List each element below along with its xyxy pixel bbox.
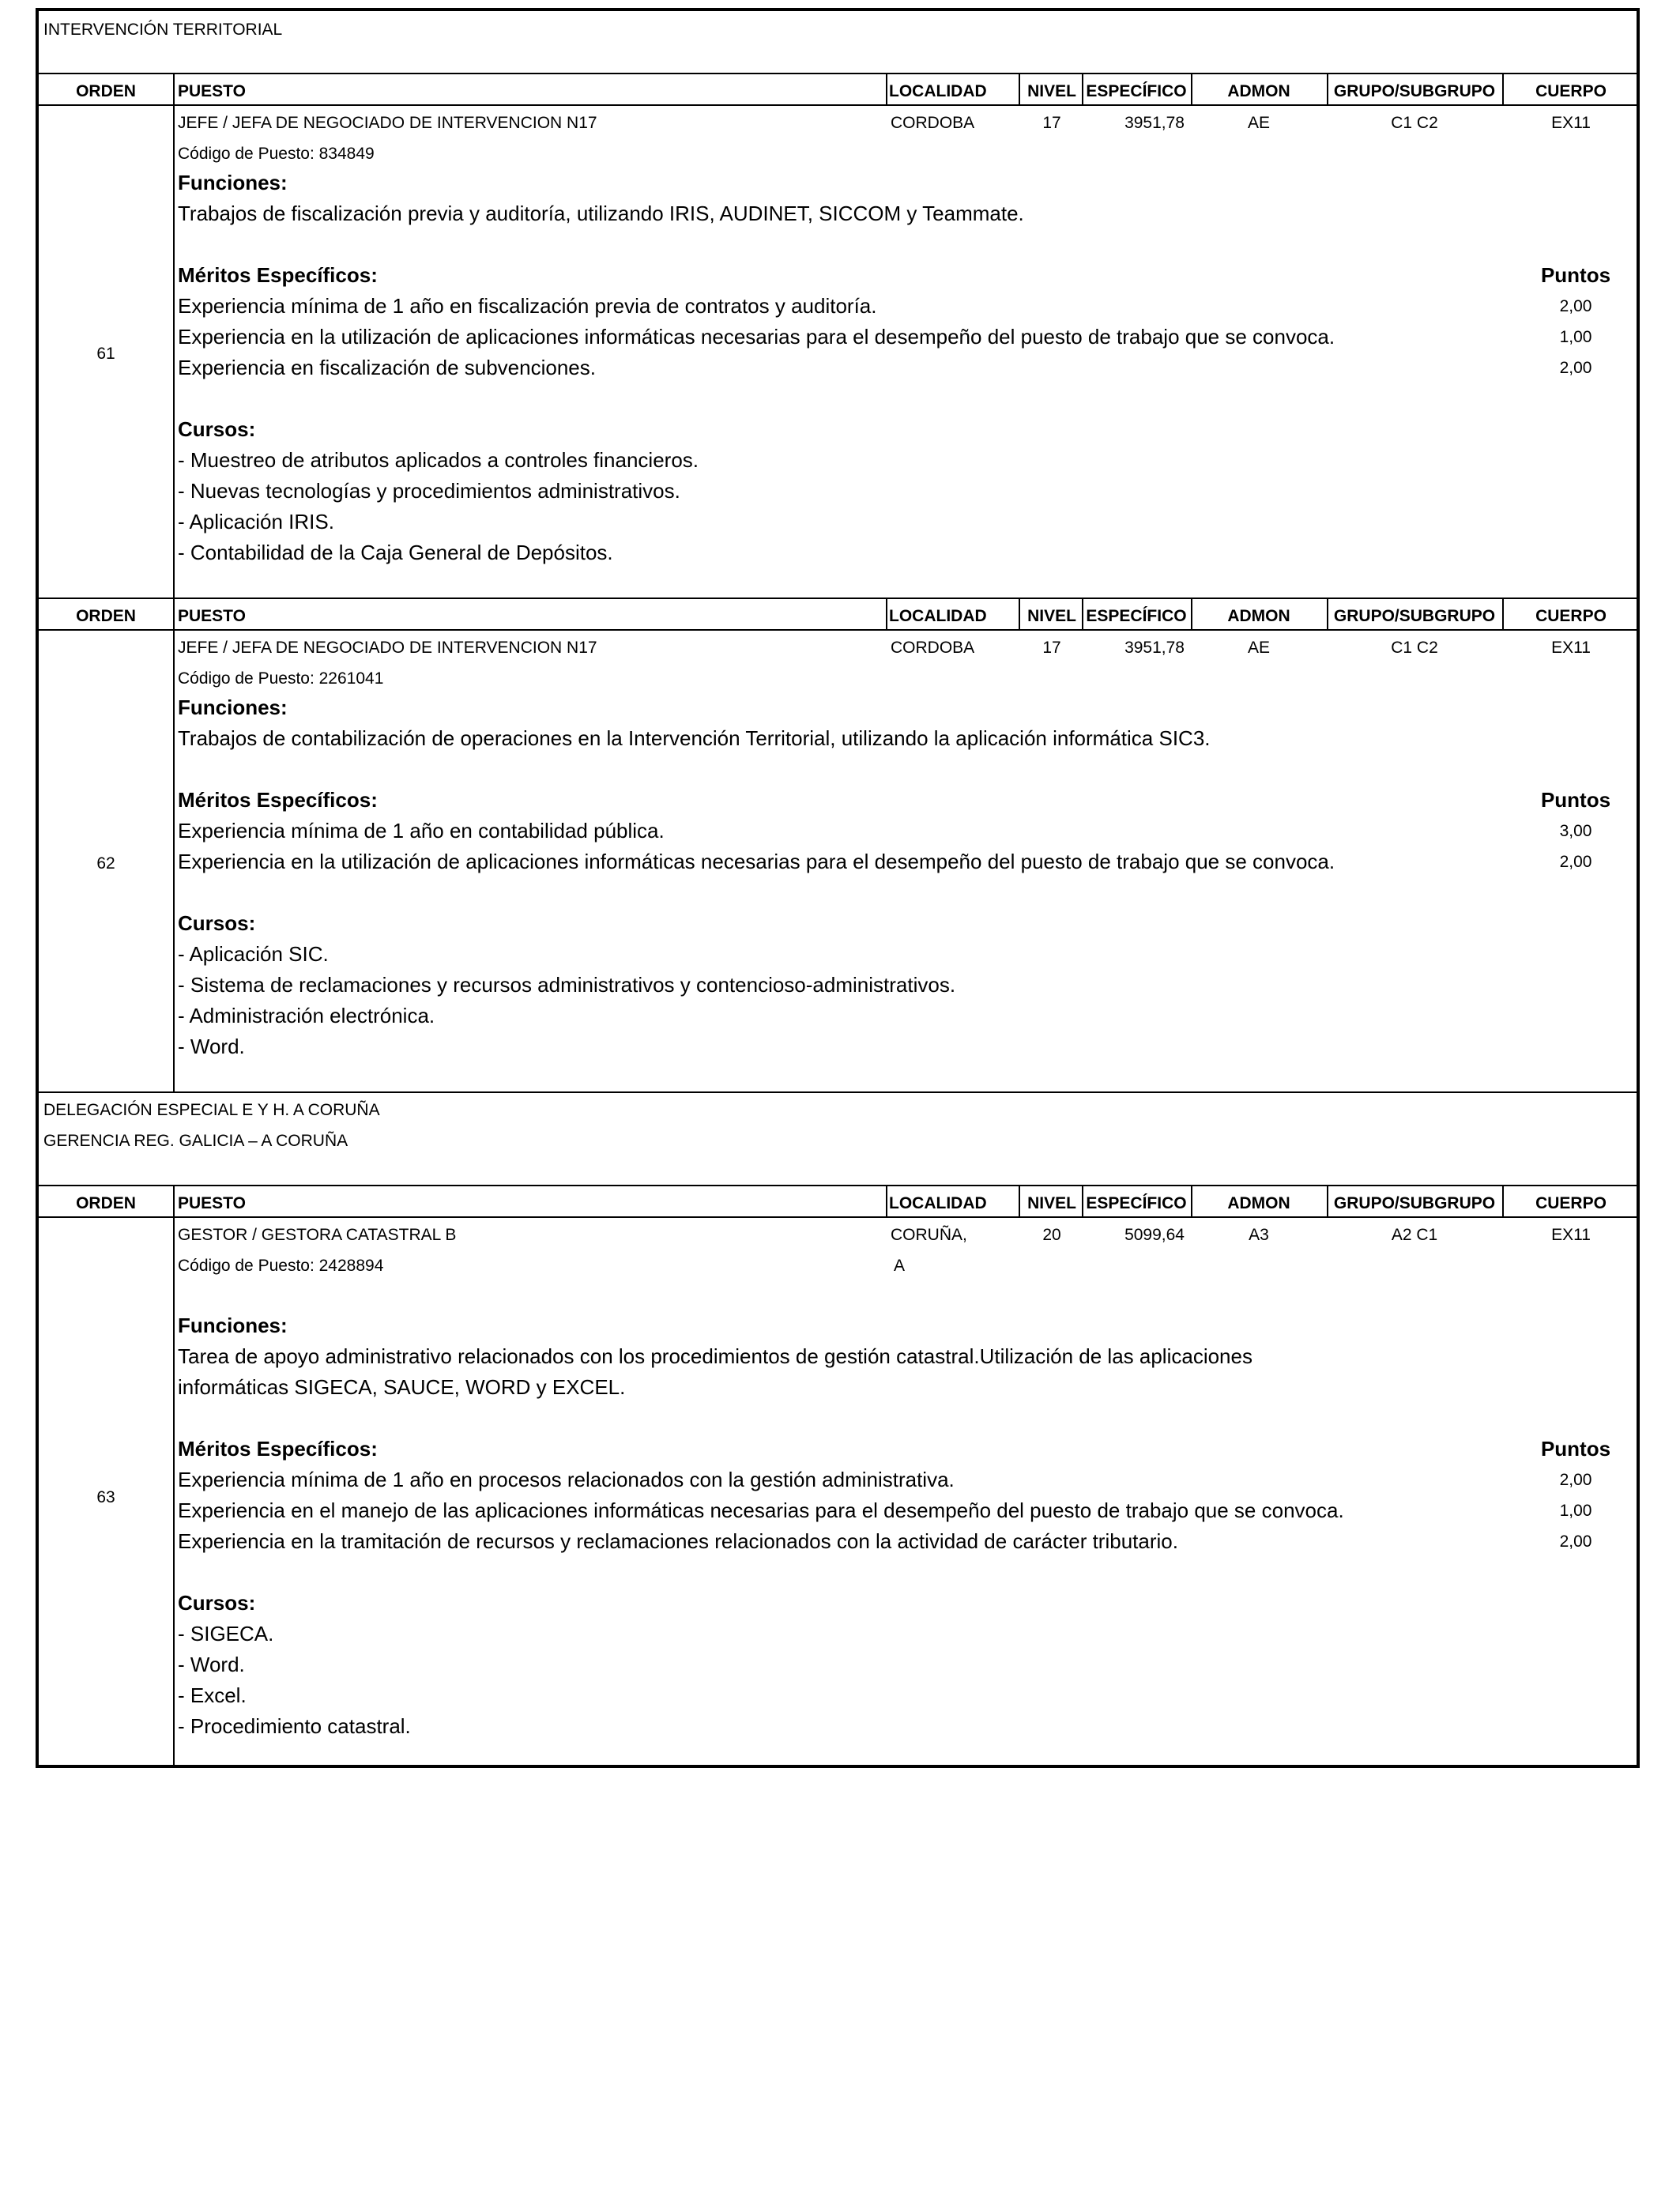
- meritos-label: Méritos Específicos:: [178, 788, 378, 812]
- curso-item: - Word.: [178, 1035, 245, 1058]
- entry-orden: 63: [96, 1488, 115, 1506]
- header-orden: ORDEN: [76, 607, 136, 625]
- section-subtitle: GERENCIA REG. GALICIA – A CORUÑA: [43, 1132, 348, 1150]
- divider: [1327, 598, 1328, 629]
- divider: [1019, 598, 1020, 629]
- header-admon: ADMON: [1227, 82, 1290, 100]
- funciones-text: Trabajos de fiscalización previa y auditoría, utilizando IRIS, AUDINET, SICCOM y Teammate.: [178, 202, 1024, 225]
- divider: [1191, 598, 1192, 629]
- header-admon: ADMON: [1227, 1194, 1290, 1212]
- entry-puesto: GESTOR / GESTORA CATASTRAL B: [178, 1226, 457, 1244]
- divider: [39, 1185, 1637, 1186]
- cursos-label: Cursos:: [178, 911, 256, 935]
- divider: [173, 598, 175, 1091]
- header-puesto: PUESTO: [178, 1194, 246, 1212]
- entry-admon: AE: [1247, 639, 1270, 657]
- curso-item: - Muestreo de atributos aplicados a controles financieros.: [178, 448, 699, 472]
- divider: [39, 1091, 1637, 1093]
- divider: [1327, 73, 1328, 104]
- header-orden: ORDEN: [76, 1194, 136, 1212]
- entry-localidad: CORDOBA: [891, 114, 975, 132]
- divider: [39, 104, 1637, 106]
- merito-text: Experiencia en la tramitación de recursos y reclamaciones relacionados con la actividad de carácter tributario.: [178, 1529, 1178, 1553]
- divider: [886, 1185, 887, 1216]
- entry-cuerpo: EX11: [1551, 639, 1591, 657]
- curso-item: - Procedimiento catastral.: [178, 1714, 411, 1738]
- entry-orden: 61: [96, 345, 115, 363]
- funciones-text: Trabajos de contabilización de operaciones en la Intervención Territorial, utilizando la aplicación informática SIC3.: [178, 726, 1211, 750]
- header-grupo: GRUPO/SUBGRUPO: [1333, 82, 1496, 100]
- divider: [1191, 73, 1192, 104]
- funciones-label: Funciones:: [178, 1314, 288, 1337]
- header-cuerpo: CUERPO: [1535, 82, 1607, 100]
- curso-item: - Aplicación IRIS.: [178, 510, 334, 533]
- header-orden: ORDEN: [76, 82, 136, 100]
- header-cuerpo: CUERPO: [1535, 1194, 1607, 1212]
- section-title: INTERVENCIÓN TERRITORIAL: [43, 21, 283, 39]
- curso-item: - Sistema de reclamaciones y recursos administrativos y contencioso-administrativos.: [178, 973, 956, 997]
- divider: [173, 1185, 175, 1768]
- header-grupo: GRUPO/SUBGRUPO: [1333, 1194, 1496, 1212]
- entry-grupo: C1 C2: [1391, 639, 1438, 657]
- entry-codigo: Código de Puesto: 2428894: [178, 1257, 384, 1275]
- divider: [1082, 598, 1083, 629]
- document-table: [36, 8, 1640, 1768]
- divider: [39, 598, 1637, 599]
- merito-puntos: 1,00: [1559, 1502, 1592, 1520]
- entry-admon: A3: [1249, 1226, 1269, 1244]
- puntos-label: Puntos: [1540, 263, 1611, 287]
- header-admon: ADMON: [1227, 607, 1290, 625]
- entry-grupo: A2 C1: [1391, 1226, 1438, 1244]
- entry-cuerpo: EX11: [1551, 114, 1591, 132]
- entry-orden: 62: [96, 854, 115, 873]
- entry-puesto: JEFE / JEFA DE NEGOCIADO DE INTERVENCION N17: [178, 114, 597, 132]
- merito-puntos: 2,00: [1559, 1532, 1592, 1551]
- header-nivel: NIVEL: [1027, 82, 1076, 100]
- entry-especifico: 3951,78: [1124, 114, 1185, 132]
- puntos-label: Puntos: [1540, 1437, 1611, 1461]
- merito-text: Experiencia mínima de 1 año en fiscalización previa de contratos y auditoría.: [178, 294, 877, 318]
- merito-puntos: 2,00: [1559, 359, 1592, 377]
- divider: [1191, 1185, 1192, 1216]
- divider: [1082, 1185, 1083, 1216]
- divider: [39, 629, 1637, 631]
- divider: [1502, 598, 1504, 629]
- curso-item: - Word.: [178, 1653, 245, 1676]
- divider: [1082, 73, 1083, 104]
- divider: [39, 73, 1637, 74]
- merito-text: Experiencia en la utilización de aplicaciones informáticas necesarias para el desempeño del puesto de trabajo que se convoca.: [178, 850, 1335, 873]
- curso-item: - Aplicación SIC.: [178, 942, 329, 966]
- merito-puntos: 2,00: [1559, 1471, 1592, 1489]
- merito-text: Experiencia en fiscalización de subvenciones.: [178, 356, 596, 379]
- entry-codigo: Código de Puesto: 2261041: [178, 669, 384, 688]
- meritos-label: Méritos Específicos:: [178, 1437, 378, 1461]
- entry-localidad: CORUÑA,: [891, 1226, 967, 1244]
- divider: [173, 73, 175, 598]
- funciones-text: Tarea de apoyo administrativo relacionados con los procedimientos de gestión catastral.Utilización de las aplicaciones: [178, 1344, 1252, 1368]
- entry-nivel: 17: [1042, 114, 1061, 132]
- header-grupo: GRUPO/SUBGRUPO: [1333, 607, 1496, 625]
- funciones-label: Funciones:: [178, 696, 288, 719]
- curso-item: - SIGECA.: [178, 1622, 274, 1646]
- merito-puntos: 2,00: [1559, 853, 1592, 871]
- merito-puntos: 3,00: [1559, 822, 1592, 840]
- entry-cuerpo: EX11: [1551, 1226, 1591, 1244]
- cursos-label: Cursos:: [178, 417, 256, 441]
- header-localidad: LOCALIDAD: [889, 607, 987, 625]
- header-nivel: NIVEL: [1027, 607, 1076, 625]
- merito-text: Experiencia mínima de 1 año en procesos relacionados con la gestión administrativa.: [178, 1468, 955, 1491]
- merito-puntos: 2,00: [1559, 297, 1592, 315]
- puntos-label: Puntos: [1540, 788, 1611, 812]
- header-especifico: ESPECÍFICO: [1086, 1194, 1187, 1212]
- curso-item: - Administración electrónica.: [178, 1004, 435, 1027]
- entry-localidad-cont: A: [894, 1257, 906, 1275]
- merito-text: Experiencia en la utilización de aplicaciones informáticas necesarias para el desempeño del puesto de trabajo que se convoca.: [178, 325, 1335, 349]
- entry-admon: AE: [1247, 114, 1270, 132]
- merito-text: Experiencia mínima de 1 año en contabilidad pública.: [178, 819, 665, 843]
- entry-especifico: 5099,64: [1124, 1226, 1185, 1244]
- divider: [886, 598, 887, 629]
- divider: [1019, 1185, 1020, 1216]
- entry-grupo: C1 C2: [1391, 114, 1438, 132]
- funciones-text: informáticas SIGECA, SAUCE, WORD y EXCEL.: [178, 1375, 626, 1399]
- entry-nivel: 17: [1042, 639, 1061, 657]
- header-nivel: NIVEL: [1027, 1194, 1076, 1212]
- merito-puntos: 1,00: [1559, 328, 1592, 346]
- curso-item: - Contabilidad de la Caja General de Depósitos.: [178, 541, 613, 564]
- entry-nivel: 20: [1042, 1226, 1061, 1244]
- header-puesto: PUESTO: [178, 82, 246, 100]
- meritos-label: Méritos Específicos:: [178, 263, 378, 287]
- entry-especifico: 3951,78: [1124, 639, 1185, 657]
- header-especifico: ESPECÍFICO: [1086, 607, 1187, 625]
- divider: [1502, 73, 1504, 104]
- header-localidad: LOCALIDAD: [889, 1194, 987, 1212]
- section-title: DELEGACIÓN ESPECIAL E Y H. A CORUÑA: [43, 1101, 380, 1119]
- header-especifico: ESPECÍFICO: [1086, 82, 1187, 100]
- header-localidad: LOCALIDAD: [889, 82, 987, 100]
- divider: [1502, 1185, 1504, 1216]
- cursos-label: Cursos:: [178, 1591, 256, 1615]
- entry-puesto: JEFE / JEFA DE NEGOCIADO DE INTERVENCION N17: [178, 639, 597, 657]
- merito-text: Experiencia en el manejo de las aplicaciones informáticas necesarias para el desempeño del puesto de trabajo que se convoca.: [178, 1498, 1344, 1522]
- funciones-label: Funciones:: [178, 171, 288, 194]
- entry-localidad: CORDOBA: [891, 639, 975, 657]
- divider: [1327, 1185, 1328, 1216]
- curso-item: - Excel.: [178, 1683, 247, 1707]
- header-puesto: PUESTO: [178, 607, 246, 625]
- curso-item: - Nuevas tecnologías y procedimientos administrativos.: [178, 479, 680, 503]
- entry-codigo: Código de Puesto: 834849: [178, 145, 375, 163]
- divider: [886, 73, 887, 104]
- divider: [39, 1216, 1637, 1218]
- header-cuerpo: CUERPO: [1535, 607, 1607, 625]
- divider: [1019, 73, 1020, 104]
